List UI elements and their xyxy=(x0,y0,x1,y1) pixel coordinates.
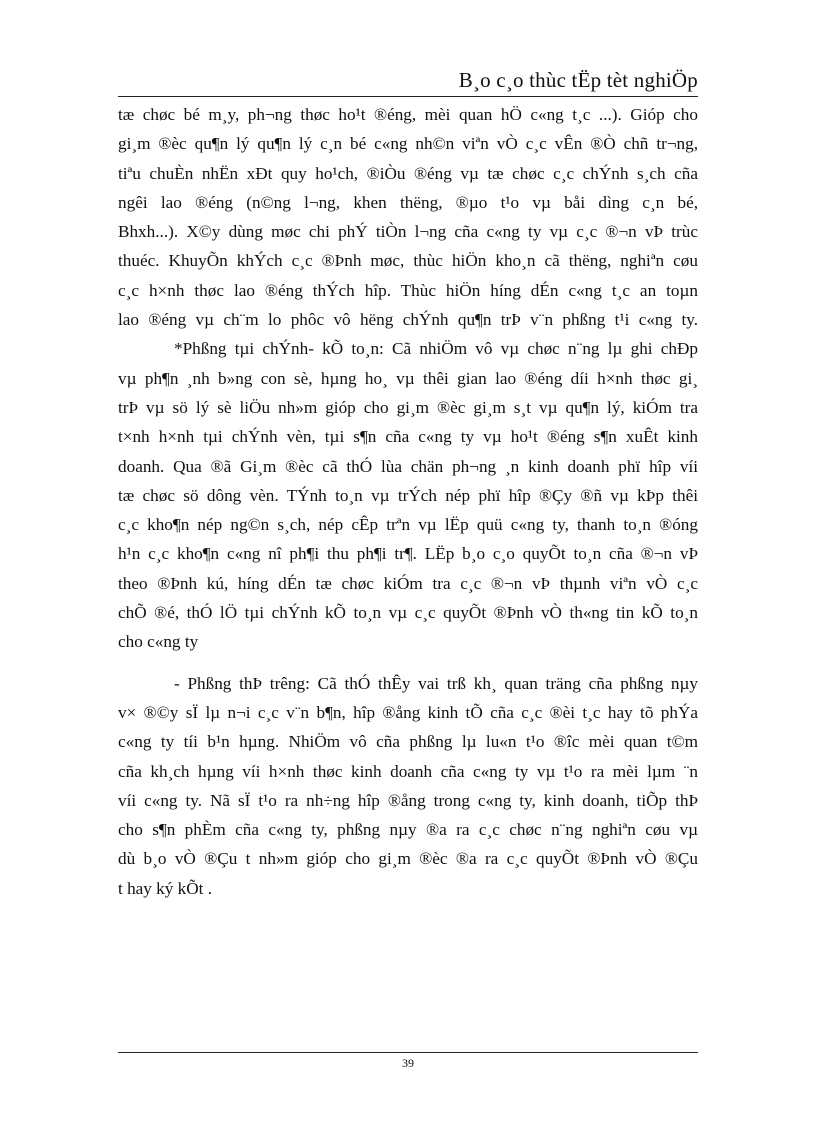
text-line: t hay ký kÕt . xyxy=(118,878,213,898)
text-line: tiªu chuÈn nhËn xÐt quy ho¹ch, ®iÒu ®éng vµ tæ chøc c¸c chÝnh s¸ch cña xyxy=(118,163,698,183)
page-number: 39 xyxy=(402,1056,414,1070)
header-divider xyxy=(118,96,698,97)
text-line: cho c«ng ty xyxy=(118,632,199,652)
text-line: dù b¸o vÒ ®Çu t nh»m gióp cho gi¸m ®èc ®a ra c¸c quyÕt ®Þnh vÒ ®Çu xyxy=(118,849,698,869)
text-line: doanh. Qua ®ã Gi¸m ®èc cã thÓ lùa chän ph¬ng ¸n kinh doanh phï hîp víi xyxy=(118,456,698,476)
paragraph-personnel-dept xyxy=(118,100,698,334)
text-line: vµ ph¶n ¸nh b»ng con sè, hµng ho¸ vµ thêi gian lao ®éng díi h×nh thøc gi¸ xyxy=(118,368,698,388)
text-line: chÕ ®é, thÓ lÖ tµi chÝnh kÕ to¸n vµ c¸c quyÕt ®Þnh vÒ th«ng tin kÕ to¸n xyxy=(118,603,698,623)
text-line: gi¸m ®èc qu¶n lý qu¶n lý c¸n bé c«ng nh©n viªn vÒ c¸c vÊn ®Ò chñ tr¬ng, xyxy=(118,134,698,154)
text-line: thuéc. KhuyÕn khÝch c¸c ®Þnh møc, thùc hiÖn kho¸n cã thëng, nghiªn cøu xyxy=(118,251,698,271)
paragraph-finance-dept xyxy=(118,334,698,656)
text-line: c«ng ty tíi b¹n hµng. NhiÖm vô cña phßng lµ lu«n t¹o ®îc mèi quan t©m xyxy=(118,732,698,752)
text-line: theo ®Þnh kú, híng dÉn tæ chøc kiÓm tra c¸c ®¬n vÞ thµnh viªn vÒ c¸c xyxy=(118,573,698,593)
text-line: tæ chøc bé m¸y, ph¬ng thøc ho¹t ®éng, mèi quan hÖ c«ng t¸c ...). Gióp cho xyxy=(118,105,698,124)
text-line: trÞ vµ sö lý sè liÖu nh»m gióp cho gi¸m ®èc gi¸m s¸t vµ qu¶n lý, kiÓm tra xyxy=(118,397,698,417)
footer-divider xyxy=(118,1052,698,1053)
report-header-title: B¸o c¸o thùc tËp tèt nghiÖp xyxy=(458,68,698,92)
text-line: cña kh¸ch hµng víi h×nh thøc kinh doanh cña c«ng ty vµ t¹o ra mèi lµm ¨n xyxy=(118,761,698,781)
text-line: víi c«ng ty. Nã sÏ t¹o ra nh÷ng hîp ®ång trong c«ng ty, kinh doanh, tiÕp thÞ xyxy=(118,790,698,810)
text-line: tæ chøc sö dông vèn. TÝnh to¸n vµ trÝch nép phï hîp ®Çy ®ñ vµ kÞp thêi xyxy=(118,485,698,505)
text-line: *Phßng tµi chÝnh- kÕ to¸n: Cã nhiÖm vô vµ chøc n¨ng lµ ghi chÐp xyxy=(174,339,698,359)
page-body xyxy=(118,100,698,903)
text-line: Bhxh...). X©y dùng møc chi phÝ tiÒn l¬ng cña c«ng ty vµ c¸c ®¬n vÞ trùc xyxy=(118,222,698,242)
text-line: c¸c h×nh thøc lao ®éng thÝch hîp. Thùc hiÖn híng dÉn c«ng t¸c an toµn xyxy=(118,280,698,300)
text-line: lao ®éng vµ ch¨m lo phôc vô hëng chÝnh qu¶n trÞ v¨n phßng t¹i c«ng ty. xyxy=(118,310,698,330)
text-line: t×nh h×nh tµi chÝnh vèn, tµi s¶n cña c«ng ty vµ ho¹t ®éng s¶n xuÊt kinh xyxy=(118,427,698,447)
paragraph-spacer xyxy=(118,657,698,669)
text-line: v× ®©y sÏ lµ n¬i c¸c v¨n b¶n, hîp ®ång kinh tÕ cña c¸c ®èi t¸c hay tõ phÝa xyxy=(118,702,698,722)
text-line: ngêi lao ®éng (n©ng l¬ng, khen thëng, ®µo t¹o vµ båi dìng c¸n bé, xyxy=(118,192,698,212)
text-line: c¸c kho¶n nép ng©n s¸ch, nép cÊp trªn vµ lËp quü c«ng ty, thanh to¸n ®óng xyxy=(118,515,698,535)
text-line: - Phßng thÞ trêng: Cã thÓ thÊy vai trß kh¸ quan träng cña phßng nµy xyxy=(174,673,698,693)
paragraph-market-dept xyxy=(118,669,698,903)
text-line: h¹n c¸c kho¶n c«ng nî ph¶i thu ph¶i tr¶. LËp b¸o c¸o quyÕt to¸n cña ®¬n vÞ xyxy=(118,544,698,564)
text-line: cho s¶n phÈm cña c«ng ty, phßng nµy ®a ra c¸c chøc n¨ng nghiªn cøu vµ xyxy=(118,820,698,840)
